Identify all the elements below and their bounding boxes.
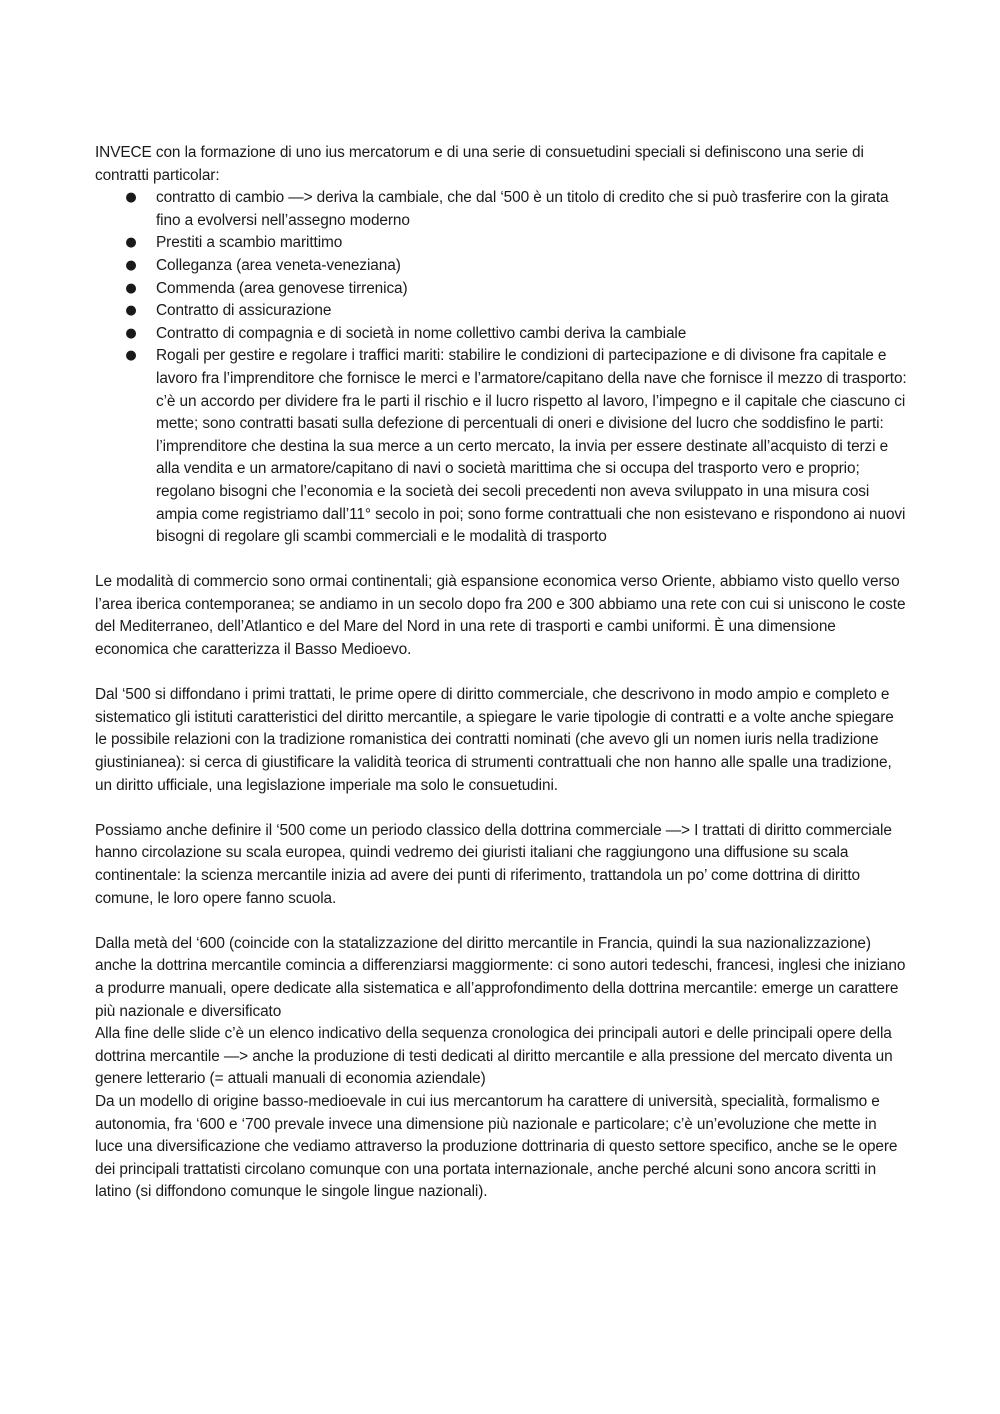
- list-item-text: Commenda (area genovese tirrenica): [156, 279, 408, 297]
- paragraph-slides-list: Alla fine delle slide c’è un elenco indicativo della sequenza cronologica dei principali autori e delle principali opere della dottrina mercantile —> anche la produzione di testi dedicati al diritto mercantile e alla pressione del mercato diventa un genere letterario (= attuali manuali di economia aziendale): [95, 1025, 893, 1088]
- intro-paragraph: INVECE con la formazione di uno ius mercatorum e di una serie di consuetudini speciali si definiscono una serie di contratti particolar:: [95, 144, 864, 184]
- list-item: [125, 255, 907, 278]
- list-item: [125, 345, 907, 548]
- list-item-text: Colleganza (area veneta-veneziana): [156, 256, 401, 274]
- paragraph-treatises: Dal ‘500 si diffondano i primi trattati, le prime opere di diritto commerciale, che descrivono in modo ampio e completo e sistematico gli istituti caratteristici del diritto mercantile, a spiegare le varie tipologie di contratti e a volte anche spiegare le possibile relazioni con la tradizione romanistica dei contratti nominati (che avevo gli un nomen iuris nella tradizione giustinianea): si cerca di giustificare la validità teorica di strumenti contrattuali che non hanno alle spalle una tradizione, un diritto ufficiale, una legislazione imperiale ma solo le consuetudini.: [95, 686, 894, 794]
- paragraph-evolution: Da un modello di origine basso-medioevale in cui ius mercantorum ha carattere di università, specialità, formalismo e autonomia, fra ‘600 e ‘700 prevale invece una dimensione più nazionale e particolare; c’è un’evoluzione che mette in luce una diversificazione che vediamo attraverso la produzione dottrinaria di questo settore specifico, anche se le opere dei principali trattatisti circolano comunque con una portata internazionale, anche perché alcuni sono ancora scritti in latino (si diffondono comunque le singole lingue nazionali).: [95, 1092, 898, 1201]
- list-item-text: Prestiti a scambio marittimo: [156, 234, 343, 252]
- list-item: [125, 232, 907, 255]
- bullet-icon: ●: [125, 257, 137, 273]
- list-item: [125, 300, 907, 323]
- document-page: [95, 142, 907, 1204]
- bullet-icon: ●: [125, 325, 137, 341]
- bullet-icon: ●: [125, 348, 137, 364]
- bullet-icon: ●: [125, 190, 137, 206]
- list-item-text: contratto di cambio —> deriva la cambiale, che dal ‘500 è un titolo di credito che si può trasferire con la girata fino a evolversi nell’assegno moderno: [156, 189, 889, 229]
- bullet-icon: ●: [125, 235, 137, 251]
- list-item: [125, 187, 907, 232]
- list-item-text: Rogali per gestire e regolare i traffici mariti: stabilire le condizioni di partecipazione e di divisone fra capitale e lavoro fra l’imprenditore che fornisce le merci e l’armatore/capitano della nave che fornisce il mezzo di trasporto: c’è un accordo per dividere fra le parti il rischio e il lucro rispetto al lavoro, l’impegno e il capitale che ciascuno ci mette; sono contratti basati sulla defezione di percentuali di oneri e divisione del lucro che soddisfino le parti: l’imprenditore che destina la sua merce a un certo mercato, la invia per essere destinate all’acquisto di terzi e alla vendita e un armatore/capitano di navi o società marittima che si occupa del trasporto vero e proprio; regolano bisogni che l’economia e la società dei secoli precedenti non aveva sviluppato in una misura cosi ampia come registriamo dall’11° secolo in poi; sono forme contrattuali che non esistevano e rispondono ai nuovi bisogni di regolare gli scambi commerciali e le modalità di trasporto: [156, 347, 907, 546]
- list-item-text: Contratto di compagnia e di società in nome collettivo cambi deriva la cambiale: [156, 324, 687, 342]
- contracts-list: [95, 187, 907, 549]
- list-item-text: Contratto di assicurazione: [156, 302, 332, 320]
- paragraph-commerce: Le modalità di commercio sono ormai continentali; già espansione economica verso Oriente, abbiamo visto quello verso l’area iberica contemporanea; se andiamo in un secolo dopo fra 200 e 300 abbiamo una rete con cui si uniscono le coste del Mediterraneo, dell’Atlantico e del Mare del Nord in una rete di trasporti e cambi uniformi. È una dimensione economica che caratterizza il Basso Medioevo.: [95, 573, 906, 659]
- paragraph-seventeenth-century: Dalla metà del ‘600 (coincide con la statalizzazione del diritto mercantile in Francia, quindi la sua nazionalizzazione) anche la dottrina mercantile comincia a differenziarsi maggiormente: ci sono autori tedeschi, francesi, inglesi che iniziano a produrre manuali, opere dedicate alla sistematica e all’approfondimento della dottrina mercantile: emerge un carattere più nazionale e diversificato: [95, 934, 906, 1020]
- list-item: [125, 323, 907, 346]
- paragraph-classic-period: Possiamo anche definire il ‘500 come un periodo classico della dottrina commerciale —> I trattati di diritto commerciale hanno circolazione su scala europea, quindi vedremo dei giuristi italiani che raggiungono una diffusione su scala continentale: la scienza mercantile inizia ad avere dei punti di riferimento, trattandola un po’ come dottrina di diritto comune, le loro opere fanno scuola.: [95, 821, 892, 907]
- bullet-icon: ●: [125, 303, 137, 319]
- bullet-icon: ●: [125, 280, 137, 296]
- list-item: [125, 278, 907, 301]
